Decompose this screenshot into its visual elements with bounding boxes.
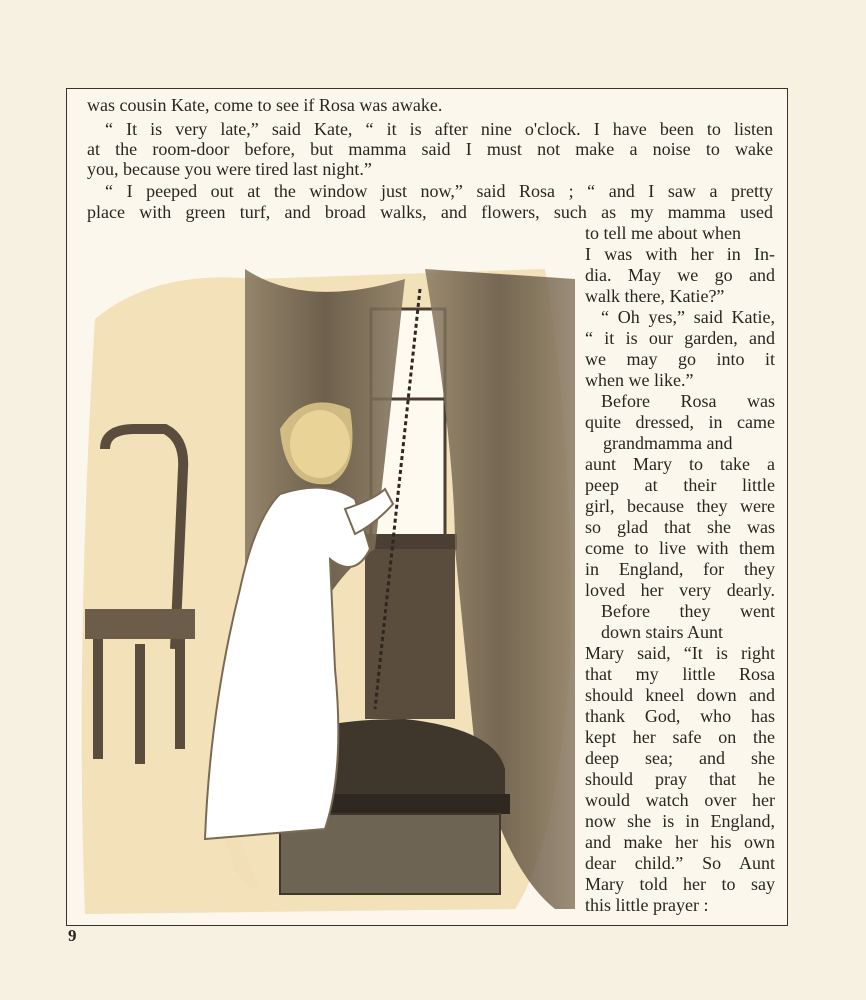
text-line: place with green turf, and broad walks, and flowers, such as my mamma used: [87, 202, 773, 222]
text-line: now she is in England,: [585, 811, 775, 831]
text-line: Before Rosa was: [601, 391, 775, 411]
page-frame: [66, 88, 788, 926]
text-line: Before they went: [601, 601, 775, 621]
text-line: should pray that he: [585, 769, 775, 789]
text-line: dear child.” So Aunt: [585, 853, 775, 873]
text-line: “ I peeped out at the window just now,” said Rosa ; “ and I saw a pretty: [105, 181, 773, 201]
text-line: you, because you were tired last night.”: [87, 159, 372, 179]
text-line: down stairs Aunt: [601, 622, 724, 642]
text-line: quite dressed, in came: [585, 412, 775, 432]
text-line: so glad that she was: [585, 517, 775, 537]
text-line: dia. May we go and: [585, 265, 775, 285]
text-line: grandmamma and: [603, 433, 733, 453]
text-line: this little prayer :: [585, 895, 709, 915]
text-line: “ Oh yes,” said Katie,: [601, 307, 775, 327]
text-line: when we like.”: [585, 370, 694, 390]
text-line: deep sea; and she: [585, 748, 775, 768]
text-line: loved her very dearly.: [585, 580, 775, 600]
text-line: Mary told her to say: [585, 874, 775, 894]
text-line: come to live with them: [585, 538, 775, 558]
text-line: kept her safe on the: [585, 727, 775, 747]
text-line: in England, for they: [585, 559, 775, 579]
text-line: and make her his own: [585, 832, 775, 852]
text-line: to tell me about when: [585, 223, 741, 243]
text-line: we may go into it: [585, 349, 775, 369]
text-line: walk there, Katie?”: [585, 286, 725, 306]
text-line: “ It is very late,” said Kate, “ it is after nine o'clock. I have been to listen: [105, 119, 773, 139]
text-line: peep at their little: [585, 475, 775, 495]
text-line: thank God, who has: [585, 706, 775, 726]
text-line: I was with her in In-: [585, 244, 775, 264]
text-line: “ it is our garden, and: [585, 328, 775, 348]
text-line: Mary said, “It is right: [585, 643, 775, 663]
text-line: at the room-door before, but mamma said I must not make a noise to wake: [87, 139, 773, 159]
text-line: that my little Rosa: [585, 664, 775, 684]
text-line: aunt Mary to take a: [585, 454, 775, 474]
text-line: would watch over her: [585, 790, 775, 810]
page-number: 9: [68, 926, 77, 945]
text-line: girl, because they were: [585, 496, 775, 516]
girl-at-window-illustration: [75, 249, 575, 919]
text-line: was cousin Kate, come to see if Rosa was awake.: [87, 95, 443, 115]
text-line: should kneel down and: [585, 685, 775, 705]
